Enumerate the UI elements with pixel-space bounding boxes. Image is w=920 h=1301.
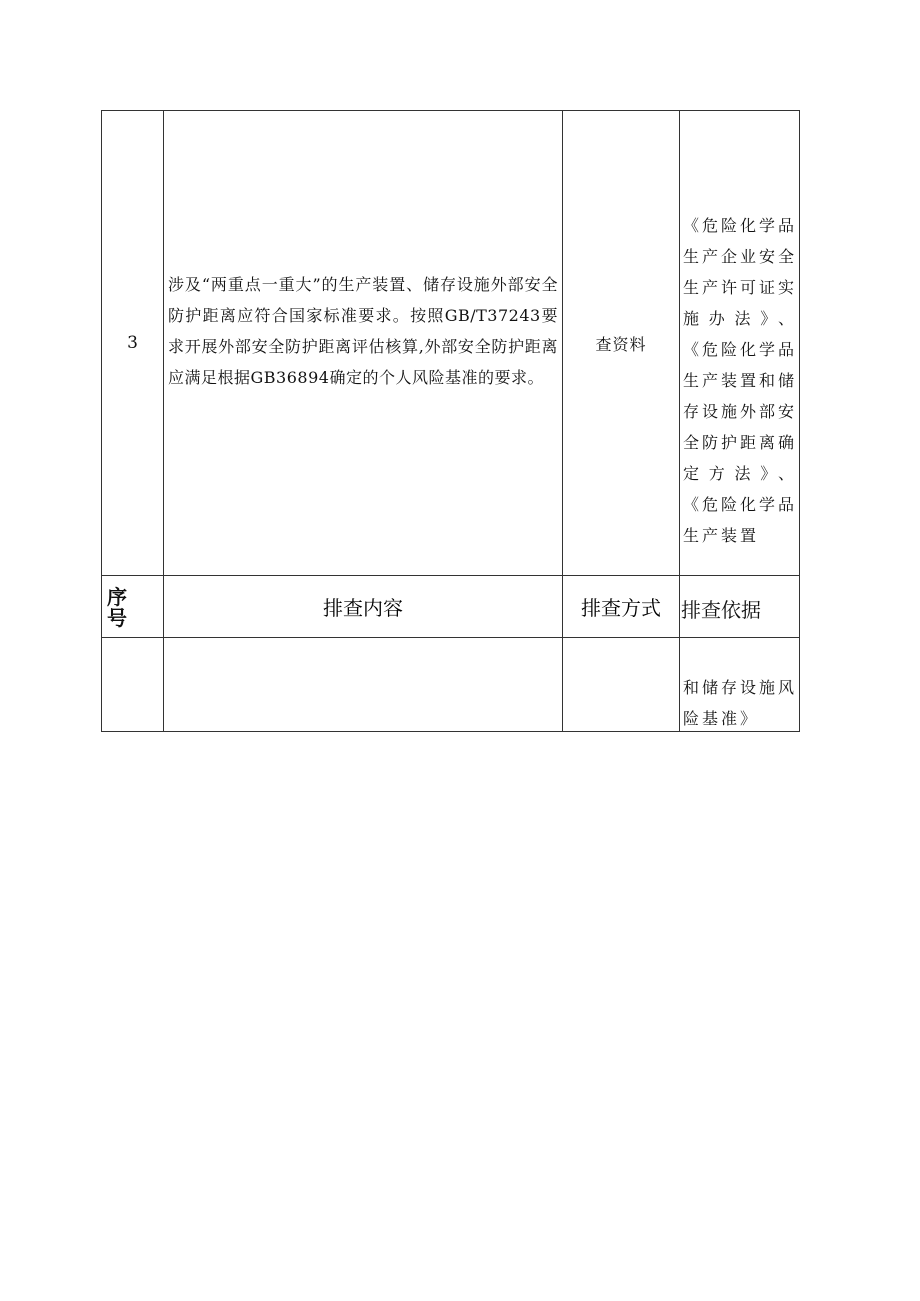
header-method-cell: [562, 575, 680, 638]
header-basis-cell: [679, 575, 800, 638]
basis-cell: [679, 637, 800, 732]
content-cell: [163, 637, 563, 732]
inspection-table: [101, 110, 800, 732]
basis-cell: [679, 110, 800, 576]
header-basis-label: 排查依据: [681, 598, 761, 622]
row-number-cell: [101, 110, 164, 576]
row-number: 3: [127, 333, 138, 353]
row-number-cell: [101, 637, 164, 732]
header-number-cell: [101, 575, 164, 638]
header-number-label: 序号: [107, 585, 127, 630]
inspection-basis: 《危险化学品生产企业安全生产许可证实施办法》、《危险化学品生产装置和储存设施外部安全防护距离确定方法》、《危险化学品生产装置: [683, 216, 798, 545]
inspection-content: 涉及“两重点一重大”的生产装置、储存设施外部安全防护距离应符合国家标准要求。按照GB/T37243要求开展外部安全防护距离评估核算,外部安全防护距离应满足根据GB36894确定的个人风险基准的要求。: [168, 275, 558, 387]
method-cell: [562, 110, 680, 576]
inspection-basis-continued: 和储存设施风险基准》: [683, 678, 798, 728]
header-content-cell: [163, 575, 563, 638]
method-cell: [562, 637, 680, 732]
inspection-method: 查资料: [595, 334, 647, 354]
header-content-label: 排查内容: [323, 596, 403, 620]
content-cell: [163, 110, 563, 576]
header-method-label: 排查方式: [581, 596, 661, 620]
